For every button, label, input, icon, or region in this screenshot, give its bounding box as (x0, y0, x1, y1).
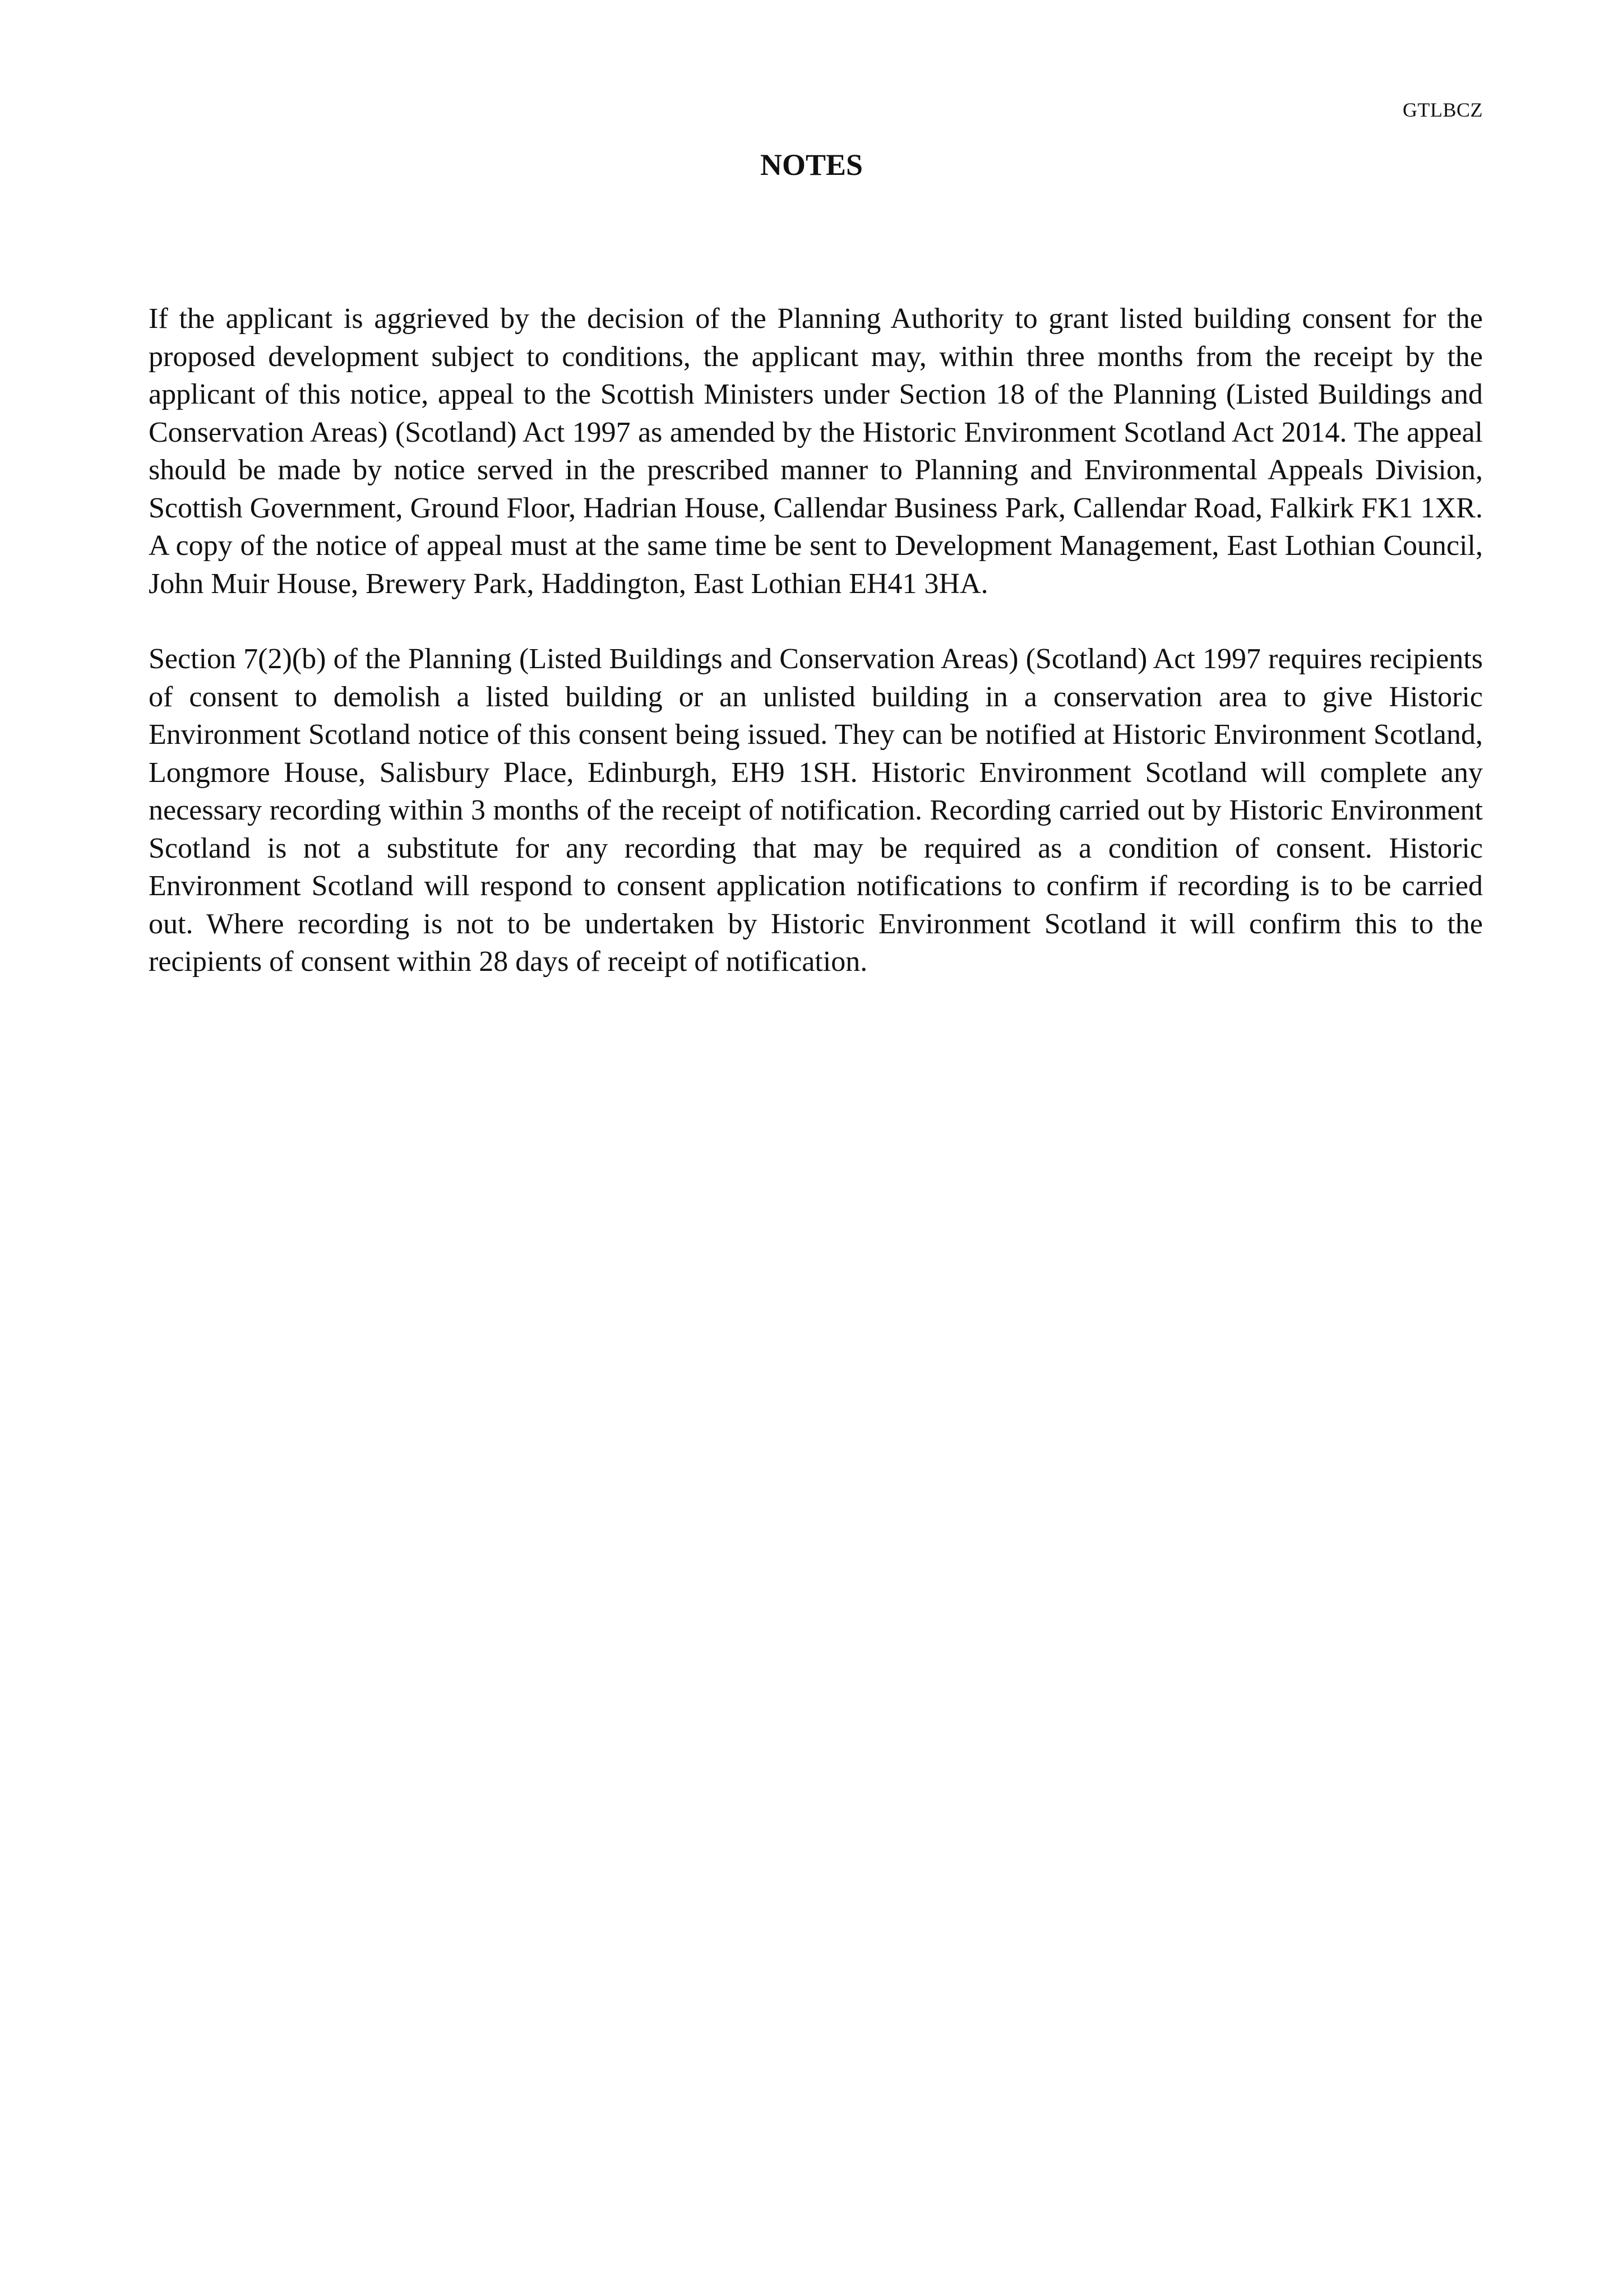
notes-body (149, 300, 1483, 1019)
paragraph-demolition-notice: Section 7(2)(b) of the Planning (Listed Buildings and Conservation Areas) (Scotland) Act 1997 requires recipients of consent to demolish a listed building or an unlisted building in a conservation area to give Historic Environment Scotland notice of this consent being issued. They can be notified at Historic Environment Scotland, Longmore House, Salisbury Place, Edinburgh, EH9 1SH. Historic Environment Scotland will complete any necessary recording within 3 months of the receipt of notification. Recording carried out by Historic Environment Scotland is not a substitute for any recording that may be required as a condition of consent. Historic Environment Scotland will respond to consent application notifications to confirm if recording is to be carried out. Where recording is not to be undertaken by Historic Environment Scotland it will confirm this to the recipients of consent within 28 days of receipt of notification. (149, 643, 1483, 978)
page-title: NOTES (760, 148, 863, 182)
reference-code: GTLBCZ (1403, 99, 1483, 121)
paragraph-appeal: If the applicant is aggrieved by the decision of the Planning Authority to grant listed building consent for the proposed development subject to conditions, the applicant may, within three months from the receipt by the applicant of this notice, appeal to the Scottish Ministers under Section 18 of the Planning (Listed Buildings and Conservation Areas) (Scotland) Act 1997 as amended by the Historic Environment Scotland Act 2014. The appeal should be made by notice served in the prescribed manner to Planning and Environmental Appeals Division, Scottish Government, Ground Floor, Hadrian House, Callendar Business Park, Callendar Road, Falkirk FK1 1XR. A copy of the notice of appeal must at the same time be sent to Development Management, East Lothian Council, John Muir House, Brewery Park, Haddington, East Lothian EH41 3HA. (149, 303, 1483, 600)
